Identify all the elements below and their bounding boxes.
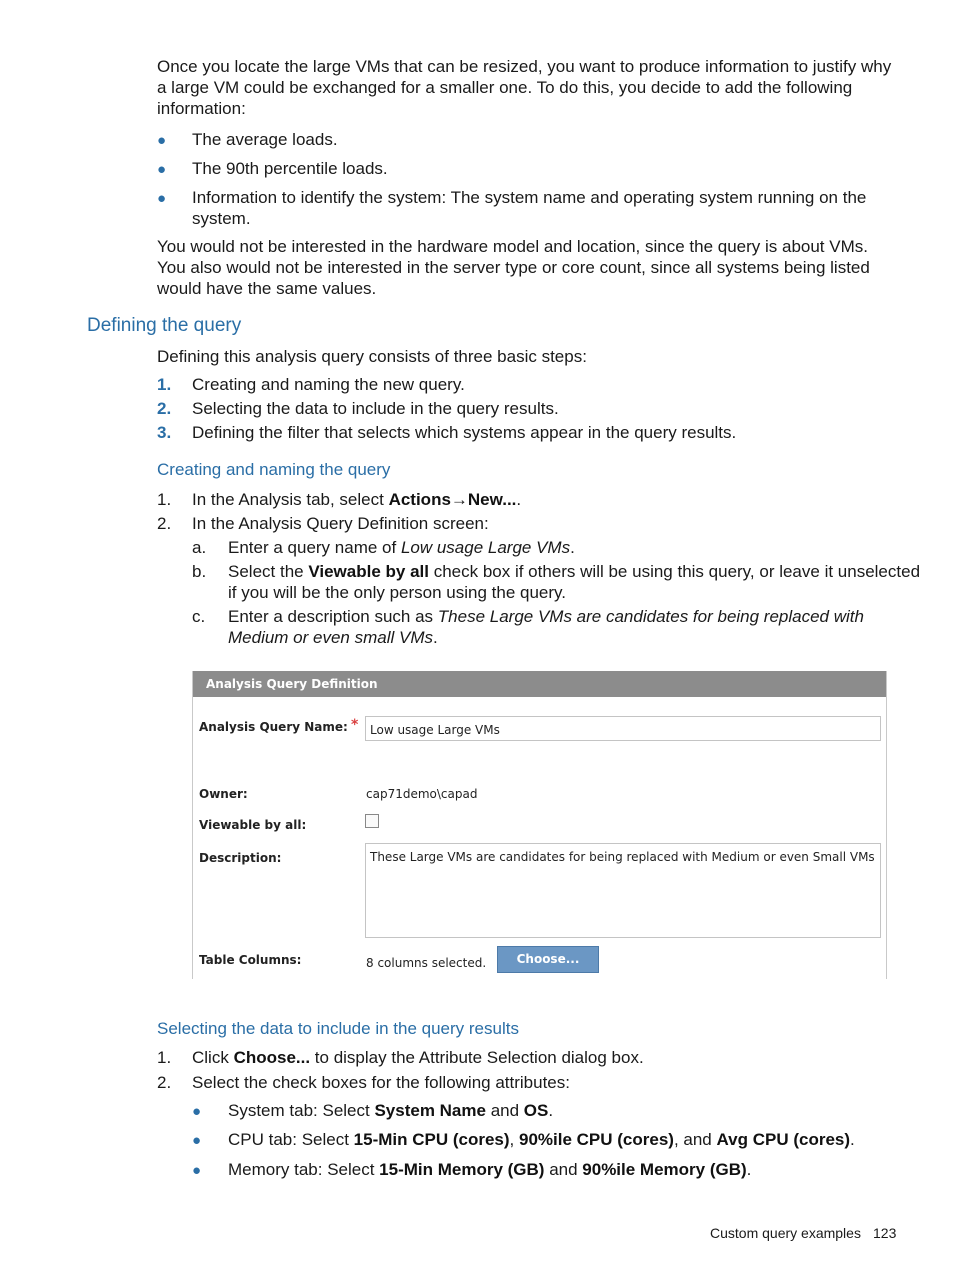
- bullet-icon: ●: [192, 1103, 202, 1120]
- step-text: Selecting the data to include in the query results.: [192, 399, 559, 418]
- bullet-icon: ●: [192, 1132, 202, 1149]
- query-name-input[interactable]: Low usage Large VMs: [365, 716, 881, 741]
- required-asterisk: *: [351, 717, 359, 733]
- step-text: In the Analysis tab, select Actions→New....: [192, 490, 522, 509]
- step-text: Select the check boxes for the following attributes:: [192, 1073, 570, 1092]
- step-text: Defining the filter that selects which systems appear in the query results.: [192, 423, 737, 442]
- section-intro: Defining this analysis query consists of three basic steps:: [157, 347, 587, 366]
- substep-text: Enter a description such as These Large VMs are candidates for being replaced with: [228, 607, 864, 626]
- intro-paragraph-2: You would not be interested in the hardware model and location, since the query is about VMs. You also would not be interested in the server type or core count, since all systems being listed would have the same values.: [157, 237, 870, 298]
- footer-section-title: Custom query examples: [710, 1225, 861, 1241]
- substep-text: Enter a query name of Low usage Large VMs.: [228, 538, 575, 557]
- substep-text-cont: if you will be the only person using the query.: [228, 583, 566, 602]
- step-text: Creating and naming the new query.: [192, 375, 465, 394]
- step-number: 1.: [157, 490, 172, 509]
- bullet-icon: ●: [157, 132, 167, 149]
- bullet-icon: ●: [157, 190, 167, 207]
- step-number: 1.: [157, 375, 172, 394]
- page-number: 123: [873, 1225, 897, 1241]
- step-text: Click Choose... to display the Attribute Selection dialog box.: [192, 1048, 644, 1067]
- step-text: In the Analysis Query Definition screen:: [192, 514, 489, 533]
- description-label: Description:: [199, 851, 282, 865]
- attribute-bullet: System tab: Select System Name and OS.: [228, 1101, 554, 1120]
- intro-paragraph: Once you locate the large VMs that can be resized, you want to produce information to justify why a large VM could be exchanged for a smaller one. To do this, you decide to add the following information:: [157, 57, 892, 118]
- bullet-icon: ●: [157, 161, 167, 178]
- viewable-checkbox[interactable]: [365, 814, 379, 828]
- description-textarea[interactable]: These Large VMs are candidates for being replaced with Medium or even Small VMs: [365, 843, 881, 938]
- choose-button[interactable]: Choose...: [497, 946, 599, 973]
- step-number: 2.: [157, 514, 172, 533]
- analysis-query-definition-panel: [192, 671, 887, 979]
- subsection-heading-creating: Creating and naming the query: [157, 460, 391, 479]
- bullet-icon: ●: [192, 1162, 202, 1179]
- intro-bullet: The average loads.: [192, 130, 338, 149]
- attribute-bullet: Memory tab: Select 15-Min Memory (GB) and 90%ile Memory (GB).: [228, 1160, 752, 1179]
- substep-letter: a.: [192, 538, 207, 557]
- menu-actions: Actions: [388, 490, 451, 509]
- owner-label: Owner:: [199, 787, 248, 801]
- panel-title: Analysis Query Definition: [193, 671, 886, 697]
- viewable-label: Viewable by all:: [199, 818, 307, 832]
- menu-new: New...: [467, 490, 517, 509]
- substep-text: Select the Viewable by all check box if others will be using this query, or leave it unselected: [228, 562, 921, 581]
- step-number: 3.: [157, 423, 172, 442]
- substep-text-cont: Medium or even small VMs.: [228, 628, 438, 647]
- step-number: 2.: [157, 1073, 172, 1092]
- step-number: 2.: [157, 399, 172, 418]
- section-heading-defining: Defining the query: [87, 315, 242, 336]
- intro-bullet: Information to identify the system: The system name and operating system running on the system.: [192, 188, 867, 228]
- table-columns-label: Table Columns:: [199, 953, 302, 967]
- attribute-bullet: CPU tab: Select 15-Min CPU (cores), 90%ile CPU (cores), and Avg CPU (cores).: [228, 1130, 855, 1149]
- columns-selected-text: 8 columns selected.: [366, 956, 487, 970]
- substep-letter: b.: [192, 562, 207, 581]
- owner-value: cap71demo\capad: [366, 787, 478, 801]
- step-number: 1.: [157, 1048, 172, 1067]
- subsection-heading-selecting: Selecting the data to include in the query results: [157, 1019, 519, 1038]
- query-name-label: Analysis Query Name:: [199, 720, 348, 734]
- intro-bullet: The 90th percentile loads.: [192, 159, 388, 178]
- substep-letter: c.: [192, 607, 206, 626]
- arrow-icon: →: [450, 490, 468, 509]
